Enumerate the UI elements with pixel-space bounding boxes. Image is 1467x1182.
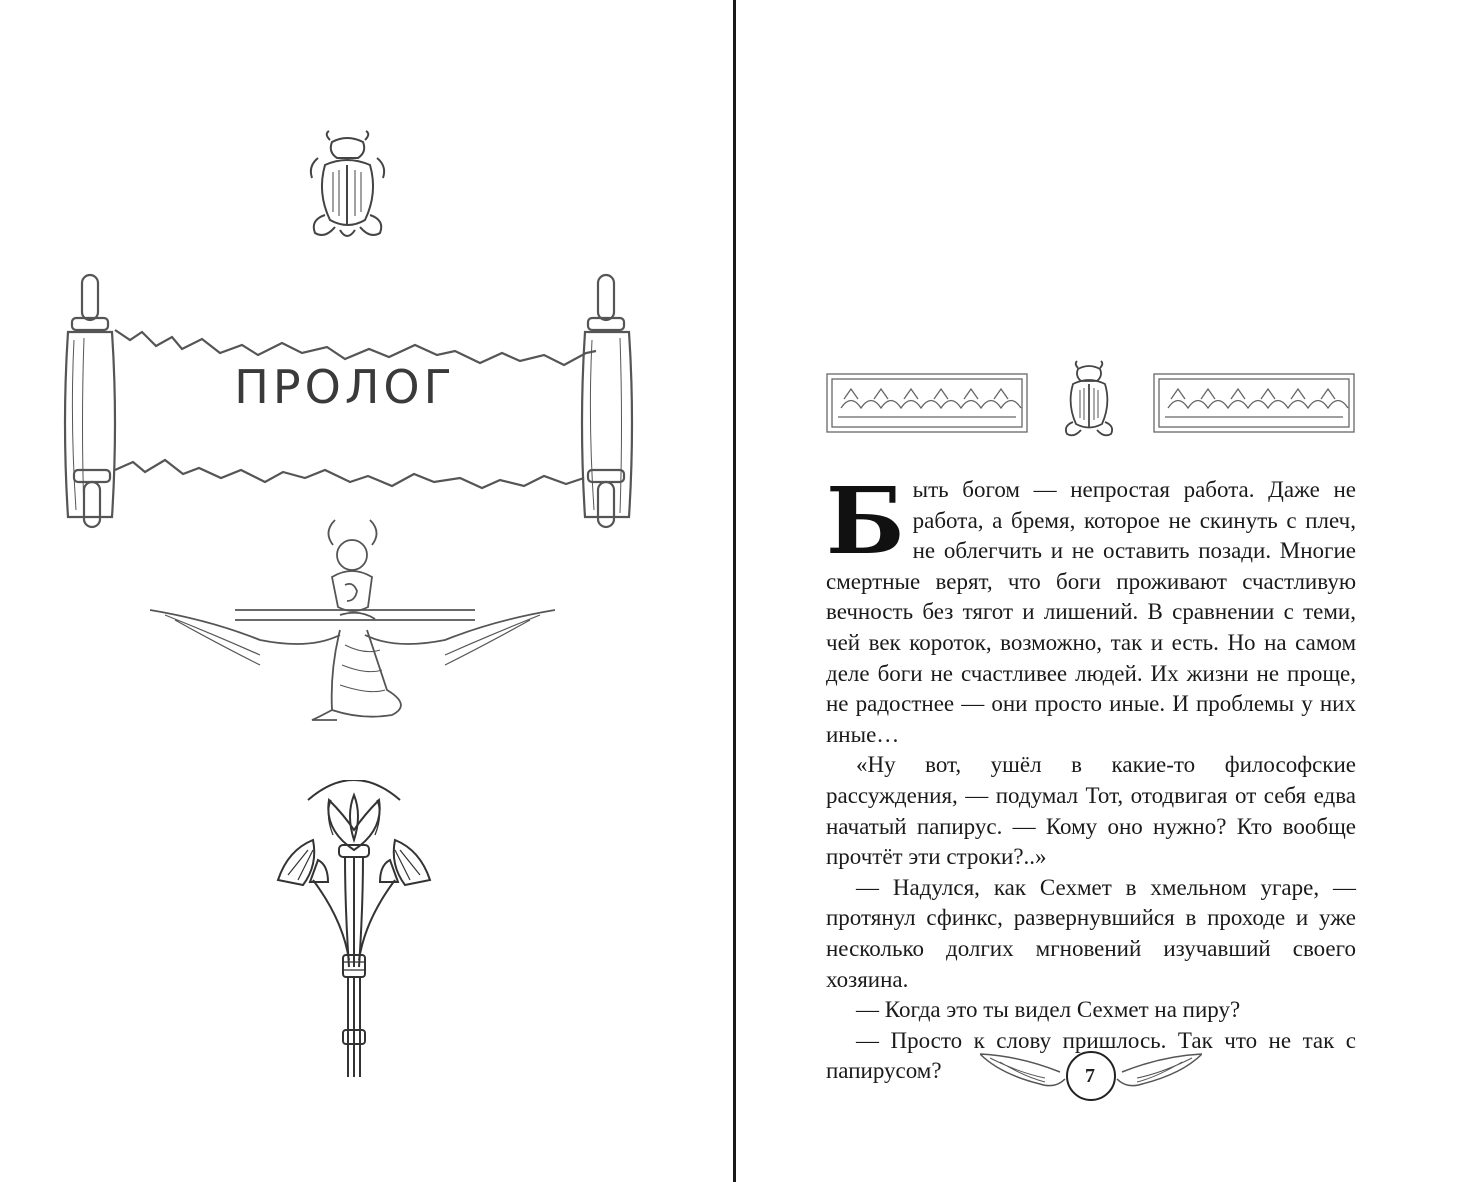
opening-paragraph xyxy=(826,467,1356,750)
lotus-bouquet-icon xyxy=(273,780,435,1080)
lotus-frieze-icon xyxy=(826,373,1028,433)
paragraph: «Ну вот, ушёл в какие-то философские рассуждения, — подумал Тот, отодвигая от себя едва начатый папирус. — Кому оно нужно? Кто вообще прочтёт эти строки?..» xyxy=(826,752,1356,870)
scarab-icon xyxy=(300,130,395,245)
page-number: 7 xyxy=(1085,1065,1095,1087)
body-text xyxy=(826,467,1356,1087)
left-page xyxy=(0,0,733,1182)
drop-cap: Б xyxy=(826,467,905,575)
paragraph: — Просто к слову пришлось. Так что не так с папирусом? xyxy=(826,1027,1356,1084)
paragraph: — Надулся, как Сехмет в хмельном угаре, — протянул сфинкс, развернувшийся в проходе и уже несколько долгих мгновений изучавший своего хозяина. xyxy=(826,874,1356,992)
book-spine xyxy=(733,0,736,1182)
winged-goddess-icon xyxy=(150,515,555,735)
chapter-title: ПРОЛОГ xyxy=(234,360,456,414)
paragraph: — Когда это ты видел Сехмет на пиру? xyxy=(856,997,1241,1023)
scarab-header-icon xyxy=(1058,360,1120,442)
paragraph-text: ыть богом — непростая работа. Даже не работа, а бремя, которое не скинуть с плеч, не облегчить и не оставить позади. Многие смертные верят, что боги проживают счастливую вечность без тягот и лишений. В сравнении с теми, чей век короток, возможно, так и есть. Но на самом деле боги не счастливее людей. Их жизни не проще, не радостнее — они просто иные. И проблемы у них иные… xyxy=(826,477,1356,747)
lotus-frieze-icon xyxy=(1153,373,1355,433)
